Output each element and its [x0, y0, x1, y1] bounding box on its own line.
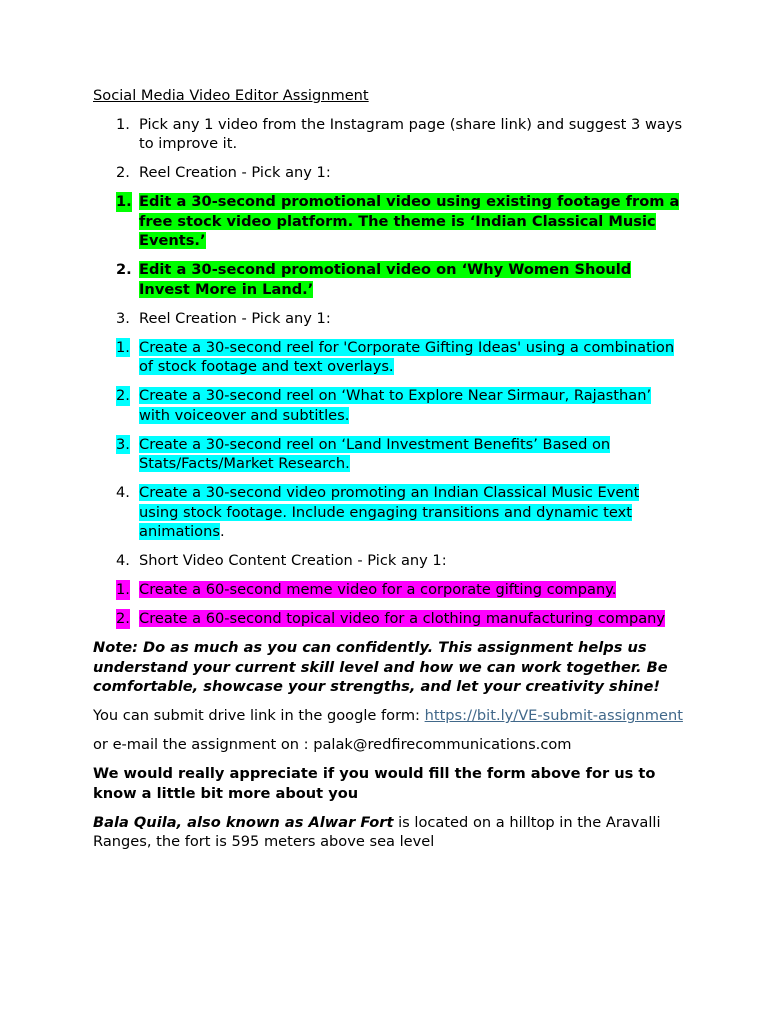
list-item [93, 260, 683, 299]
email-paragraph: or e-mail the assignment on : palak@redfirecommunications.com [93, 736, 572, 753]
list-item-text: Short Video Content Creation - Pick any 1: [139, 552, 447, 569]
list-item [93, 309, 683, 329]
document-page [93, 86, 683, 861]
list-item-text: Edit a 30-second promotional video using existing footage from a free stock video platform. The theme is ‘Indian Classical Music Events.’ [139, 193, 680, 249]
assignment-list [93, 115, 683, 629]
list-item-text: Pick any 1 video from the Instagram page (share link) and suggest 3 ways to improve it. [139, 115, 683, 152]
list-item-number: 4. [116, 552, 130, 569]
list-item-number: 3. [116, 435, 130, 453]
list-item [93, 483, 683, 542]
list-item-text: Create a 30-second reel on ‘Land Investment Benefits’ Based on Stats/Facts/Market Research. [139, 435, 611, 472]
list-item-text: Create a 60-second meme video for a corporate gifting company. [139, 581, 617, 598]
list-item [93, 386, 683, 425]
list-item-text: Reel Creation - Pick any 1: [139, 164, 331, 181]
list-item [93, 338, 683, 377]
document-title: Social Media Video Editor Assignment [93, 87, 369, 104]
list-item [93, 115, 683, 154]
list-item [93, 192, 683, 251]
list-item-number: 4. [116, 484, 130, 501]
list-item [93, 551, 683, 571]
submit-prefix: You can submit drive link in the google form: [93, 707, 425, 724]
submit-form-link[interactable]: https://bit.ly/VE-submit-assignment [424, 707, 683, 724]
list-item-number: 2. [116, 610, 130, 627]
list-item-text: Create a 30-second reel on ‘What to Explore Near Sirmaur, Rajasthan’ with voiceover and subtitles. [139, 387, 652, 424]
note-paragraph: Note: Do as much as you can confidently. This assignment helps us understand your current skill level and how we can work together. Be comfortable, showcase your strengths, and let your creativity shine! [93, 639, 668, 695]
list-item-text: Edit a 30-second promotional video on ‘Why Women Should Invest More in Land.’ [139, 261, 632, 298]
list-item-number: 1. [116, 581, 130, 598]
list-item-number: 2. [116, 387, 130, 404]
list-item-number: 1. [116, 338, 130, 356]
list-item-text: Create a 30-second video promoting an Indian Classical Music Event using stock footage. Include engaging transitions and dynamic text animations [139, 484, 640, 540]
fort-name: Bala Quila, also known as Alwar Fort [93, 813, 394, 831]
fort-description: is located on a hilltop in the Aravalli Ranges, the fort is 595 meters above sea level [93, 813, 661, 850]
list-item-text: Reel Creation - Pick any 1: [139, 309, 331, 327]
fort-paragraph [93, 813, 683, 852]
list-item [93, 163, 683, 183]
appreciate-paragraph [93, 764, 683, 803]
list-item [93, 580, 683, 600]
list-item [93, 609, 683, 629]
list-item-number: 2. [116, 261, 132, 278]
list-item-trailing-text: . [219, 523, 225, 540]
list-item-number: 3. [116, 309, 130, 327]
list-item [93, 435, 683, 474]
list-item-text: Create a 30-second reel for 'Corporate Gifting Ideas' using a combination of stock footage and text overlays. [139, 338, 675, 375]
list-item-number: 1. [116, 115, 130, 133]
appreciate-text: We would really appreciate if you would fill the form above for us to know a little bit more about you [93, 765, 656, 802]
submit-paragraph [93, 706, 683, 726]
list-item-number: 2. [116, 164, 130, 181]
list-item-number: 1. [116, 193, 132, 210]
list-item-text: Create a 60-second topical video for a clothing manufacturing company [139, 610, 666, 627]
